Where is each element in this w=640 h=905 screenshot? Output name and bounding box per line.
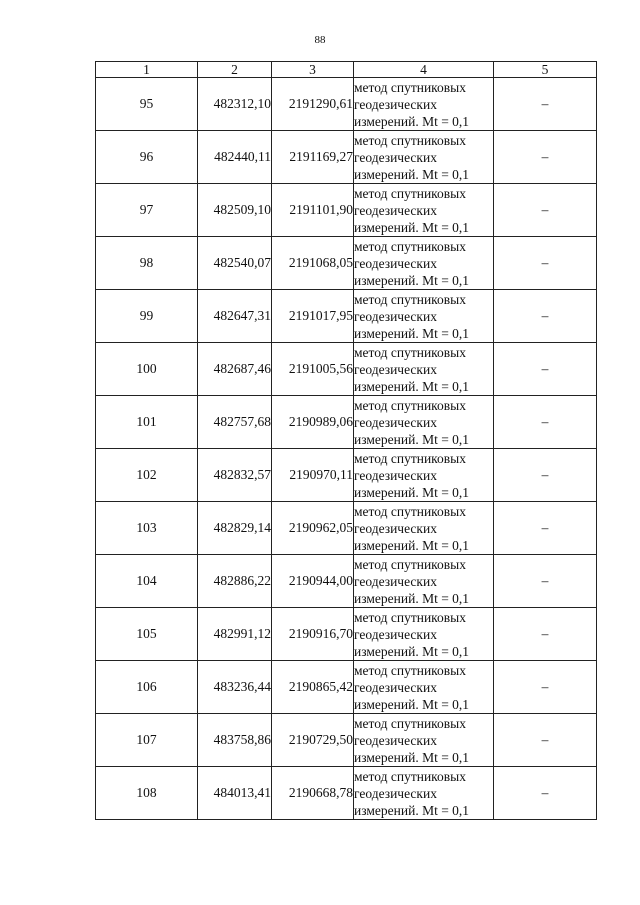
point-number-cell: 96 [96, 131, 198, 184]
note-cell: – [494, 661, 597, 714]
note-cell: – [494, 237, 597, 290]
y-coordinate-cell: 2191290,61 [272, 78, 354, 131]
method-line: геодезических [354, 96, 437, 112]
y-coordinate-cell: 2190989,06 [272, 396, 354, 449]
note-cell: – [494, 767, 597, 820]
method-line: метод спутниковых [354, 238, 466, 254]
header-col-5: 5 [494, 62, 597, 78]
note-cell: – [494, 714, 597, 767]
method-line: измерений. Mt = 0,1 [354, 484, 470, 500]
table-row [96, 78, 597, 131]
note-cell: – [494, 184, 597, 237]
table-row [96, 502, 597, 555]
note-cell: – [494, 449, 597, 502]
y-coordinate-cell: 2190729,50 [272, 714, 354, 767]
table-row [96, 608, 597, 661]
method-cell [354, 290, 494, 343]
method-line: метод спутниковых [354, 556, 466, 572]
table-row [96, 767, 597, 820]
page-number: 88 [314, 34, 326, 46]
method-line: измерений. Mt = 0,1 [354, 643, 470, 659]
method-line: геодезических [354, 414, 437, 430]
note-cell: – [494, 555, 597, 608]
header-row [96, 62, 597, 78]
method-cell [354, 78, 494, 131]
point-number-cell: 95 [96, 78, 198, 131]
method-cell [354, 502, 494, 555]
table-row [96, 237, 597, 290]
method-line: метод спутниковых [354, 662, 466, 678]
method-line: измерений. Mt = 0,1 [354, 537, 470, 553]
x-coordinate-cell: 482312,10 [198, 78, 272, 131]
method-line: геодезических [354, 467, 437, 483]
method-line: геодезических [354, 520, 437, 536]
header-col-2: 2 [198, 62, 272, 78]
header-col-1: 1 [96, 62, 198, 78]
y-coordinate-cell: 2190970,11 [272, 449, 354, 502]
method-cell [354, 608, 494, 661]
table-header [96, 62, 597, 78]
method-line: измерений. Mt = 0,1 [354, 219, 470, 235]
point-number-cell: 98 [96, 237, 198, 290]
method-line: измерений. Mt = 0,1 [354, 113, 470, 129]
method-line: метод спутниковых [354, 344, 466, 360]
method-line: геодезических [354, 626, 437, 642]
x-coordinate-cell: 482540,07 [198, 237, 272, 290]
method-cell [354, 661, 494, 714]
y-coordinate-cell: 2191068,05 [272, 237, 354, 290]
point-number-cell: 108 [96, 767, 198, 820]
y-coordinate-cell: 2190944,00 [272, 555, 354, 608]
method-line: геодезических [354, 573, 437, 589]
method-line: метод спутниковых [354, 768, 466, 784]
table-row [96, 661, 597, 714]
y-coordinate-cell: 2191169,27 [272, 131, 354, 184]
method-line: измерений. Mt = 0,1 [354, 802, 470, 818]
method-cell [354, 714, 494, 767]
x-coordinate-cell: 482647,31 [198, 290, 272, 343]
point-number-cell: 107 [96, 714, 198, 767]
method-line: измерений. Mt = 0,1 [354, 272, 470, 288]
note-cell: – [494, 343, 597, 396]
method-line: геодезических [354, 255, 437, 271]
x-coordinate-cell: 482832,57 [198, 449, 272, 502]
header-col-4: 4 [354, 62, 494, 78]
point-number-cell: 105 [96, 608, 198, 661]
table-row [96, 396, 597, 449]
y-coordinate-cell: 2190668,78 [272, 767, 354, 820]
method-cell [354, 184, 494, 237]
x-coordinate-cell: 482509,10 [198, 184, 272, 237]
method-cell [354, 131, 494, 184]
table-row [96, 555, 597, 608]
x-coordinate-cell: 483236,44 [198, 661, 272, 714]
y-coordinate-cell: 2191005,56 [272, 343, 354, 396]
method-line: геодезических [354, 679, 437, 695]
point-number-cell: 102 [96, 449, 198, 502]
method-line: измерений. Mt = 0,1 [354, 431, 470, 447]
method-line: измерений. Mt = 0,1 [354, 166, 470, 182]
y-coordinate-cell: 2190962,05 [272, 502, 354, 555]
method-line: метод спутниковых [354, 132, 466, 148]
method-line: измерений. Mt = 0,1 [354, 325, 470, 341]
point-number-cell: 101 [96, 396, 198, 449]
x-coordinate-cell: 482440,11 [198, 131, 272, 184]
method-line: измерений. Mt = 0,1 [354, 590, 470, 606]
method-line: измерений. Mt = 0,1 [354, 749, 470, 765]
y-coordinate-cell: 2190916,70 [272, 608, 354, 661]
y-coordinate-cell: 2191101,90 [272, 184, 354, 237]
x-coordinate-cell: 482757,68 [198, 396, 272, 449]
table-row [96, 131, 597, 184]
method-cell [354, 396, 494, 449]
y-coordinate-cell: 2191017,95 [272, 290, 354, 343]
table-row [96, 184, 597, 237]
method-cell [354, 767, 494, 820]
table-row [96, 714, 597, 767]
method-line: геодезических [354, 785, 437, 801]
method-cell [354, 555, 494, 608]
x-coordinate-cell: 482687,46 [198, 343, 272, 396]
method-line: геодезических [354, 732, 437, 748]
note-cell: – [494, 290, 597, 343]
method-line: геодезических [354, 361, 437, 377]
method-cell [354, 237, 494, 290]
header-col-3: 3 [272, 62, 354, 78]
coordinates-table [95, 61, 597, 820]
method-cell [354, 449, 494, 502]
point-number-cell: 99 [96, 290, 198, 343]
x-coordinate-cell: 482886,22 [198, 555, 272, 608]
method-line: метод спутниковых [354, 79, 466, 95]
method-line: метод спутниковых [354, 503, 466, 519]
x-coordinate-cell: 482991,12 [198, 608, 272, 661]
point-number-cell: 100 [96, 343, 198, 396]
table-row [96, 449, 597, 502]
method-line: метод спутниковых [354, 185, 466, 201]
table-body [96, 78, 597, 820]
method-line: геодезических [354, 202, 437, 218]
note-cell: – [494, 502, 597, 555]
point-number-cell: 97 [96, 184, 198, 237]
method-line: метод спутниковых [354, 450, 466, 466]
method-line: измерений. Mt = 0,1 [354, 696, 470, 712]
method-line: измерений. Mt = 0,1 [354, 378, 470, 394]
method-line: метод спутниковых [354, 291, 466, 307]
note-cell: – [494, 131, 597, 184]
note-cell: – [494, 608, 597, 661]
note-cell: – [494, 396, 597, 449]
x-coordinate-cell: 484013,41 [198, 767, 272, 820]
method-line: геодезических [354, 308, 437, 324]
point-number-cell: 103 [96, 502, 198, 555]
method-cell [354, 343, 494, 396]
table-row [96, 290, 597, 343]
point-number-cell: 106 [96, 661, 198, 714]
x-coordinate-cell: 482829,14 [198, 502, 272, 555]
note-cell: – [494, 78, 597, 131]
method-line: метод спутниковых [354, 609, 466, 625]
method-line: геодезических [354, 149, 437, 165]
method-line: метод спутниковых [354, 715, 466, 731]
table-row [96, 343, 597, 396]
method-line: метод спутниковых [354, 397, 466, 413]
x-coordinate-cell: 483758,86 [198, 714, 272, 767]
y-coordinate-cell: 2190865,42 [272, 661, 354, 714]
point-number-cell: 104 [96, 555, 198, 608]
